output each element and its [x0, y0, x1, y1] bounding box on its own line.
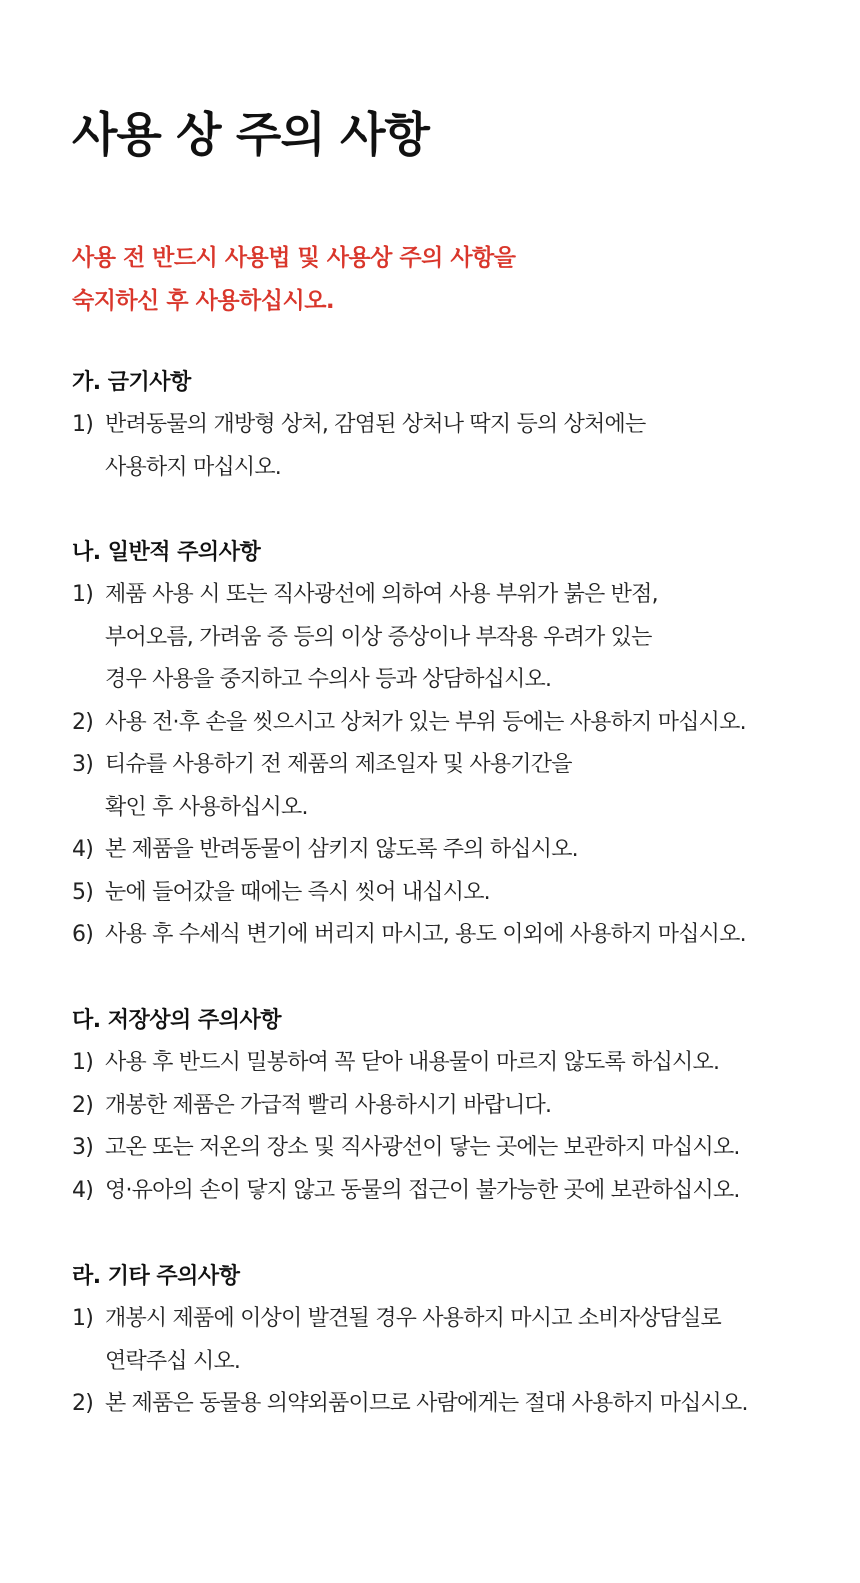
list-item — [72, 1042, 802, 1085]
item-number: 1) — [72, 1306, 93, 1331]
item-line: 고온 또는 저온의 장소 및 직사광선이 닿는 곳에는 보관하지 마십시오. — [105, 1135, 740, 1160]
item-line: 사용 후 반드시 밀봉하여 꼭 닫아 내용물이 마르지 않도록 하십시오. — [105, 1050, 720, 1075]
item-line: 본 제품은 동물용 의약외품이므로 사람에게는 절대 사용하지 마십시오. — [105, 1391, 748, 1416]
item-text — [105, 1298, 802, 1383]
list-item — [72, 829, 802, 872]
item-text — [105, 1170, 802, 1213]
list-item — [72, 404, 802, 489]
warning-line: 사용 전 반드시 사용법 및 사용상 주의 사항을 — [72, 245, 516, 271]
list-item — [72, 1170, 802, 1213]
list-item — [72, 1085, 802, 1128]
section-heading: 라. 기타 주의사항 — [72, 1264, 240, 1289]
item-number: 2) — [72, 709, 93, 735]
item-number: 4) — [72, 837, 93, 862]
item-line: 사용하지 마십시오. — [105, 454, 282, 480]
item-number: 5) — [72, 879, 93, 905]
item-text — [105, 829, 802, 872]
section-heading: 가. 금기사항 — [72, 370, 191, 395]
item-list — [72, 404, 802, 489]
item-line: 제품 사용 시 또는 직사광선에 의하여 사용 부위가 붉은 반점, — [105, 582, 658, 607]
list-item — [72, 914, 802, 957]
item-number: 2) — [72, 1391, 93, 1416]
item-text — [105, 702, 802, 745]
item-line: 본 제품을 반려동물이 삼키지 않도록 주의 하십시오. — [105, 837, 578, 862]
item-text — [105, 872, 802, 915]
item-number: 1) — [72, 1050, 93, 1075]
item-line: 티슈를 사용하기 전 제품의 제조일자 및 사용기간을 — [105, 752, 572, 777]
section-other-precautions — [72, 1256, 802, 1426]
list-item — [72, 744, 802, 829]
item-text — [105, 914, 802, 957]
item-line: 경우 사용을 중지하고 수의사 등과 상담하십시오. — [105, 667, 552, 692]
list-item — [72, 574, 802, 702]
item-number: 4) — [72, 1177, 93, 1203]
page-title: 사용 상 주의 사항 — [72, 108, 429, 163]
section-heading: 나. 일반적 주의사항 — [72, 540, 261, 565]
list-item — [72, 1383, 802, 1426]
list-item — [72, 1127, 802, 1170]
list-item — [72, 702, 802, 745]
item-text — [105, 1127, 802, 1170]
item-text — [105, 1085, 802, 1128]
item-text — [105, 404, 802, 489]
item-line: 사용 전·후 손을 씻으시고 상처가 있는 부위 등에는 사용하지 마십시오. — [105, 709, 746, 735]
warning-line: 숙지하신 후 사용하십시오. — [72, 288, 335, 314]
item-line: 눈에 들어갔을 때에는 즉시 씻어 내십시오. — [105, 879, 490, 905]
warning-notice — [72, 237, 772, 323]
section-general-precautions — [72, 532, 802, 957]
item-line: 부어오름, 가려움 증 등의 이상 증상이나 부작용 우려가 있는 — [105, 624, 652, 650]
section-heading: 다. 저장상의 주의사항 — [72, 1008, 281, 1033]
item-number: 1) — [72, 412, 93, 437]
item-number: 3) — [72, 1135, 93, 1160]
item-line: 개봉시 제품에 이상이 발견될 경우 사용하지 마시고 소비자상담실로 — [105, 1306, 722, 1331]
section-contraindications — [72, 362, 802, 489]
item-text — [105, 744, 802, 829]
list-item — [72, 872, 802, 915]
item-text — [105, 1383, 802, 1426]
item-line: 반려동물의 개방형 상처, 감염된 상처나 딱지 등의 상처에는 — [105, 412, 646, 437]
item-line: 개봉한 제품은 가급적 빨리 사용하시기 바랍니다. — [105, 1092, 552, 1118]
item-list — [72, 1298, 802, 1426]
item-number: 6) — [72, 922, 93, 947]
item-line: 확인 후 사용하십시오. — [105, 794, 308, 820]
section-storage-precautions — [72, 1000, 802, 1212]
item-line: 연락주십 시오. — [105, 1348, 241, 1374]
list-item — [72, 1298, 802, 1383]
item-line: 영·유아의 손이 닿지 않고 동물의 접근이 불가능한 곳에 보관하십시오. — [105, 1177, 740, 1203]
item-line: 사용 후 수세식 변기에 버리지 마시고, 용도 이외에 사용하지 마십시오. — [105, 922, 746, 947]
item-text — [105, 1042, 802, 1085]
item-list — [72, 574, 802, 957]
item-number: 3) — [72, 752, 93, 777]
item-number: 2) — [72, 1092, 93, 1118]
item-number: 1) — [72, 582, 93, 607]
item-text — [105, 574, 802, 702]
item-list — [72, 1042, 802, 1212]
